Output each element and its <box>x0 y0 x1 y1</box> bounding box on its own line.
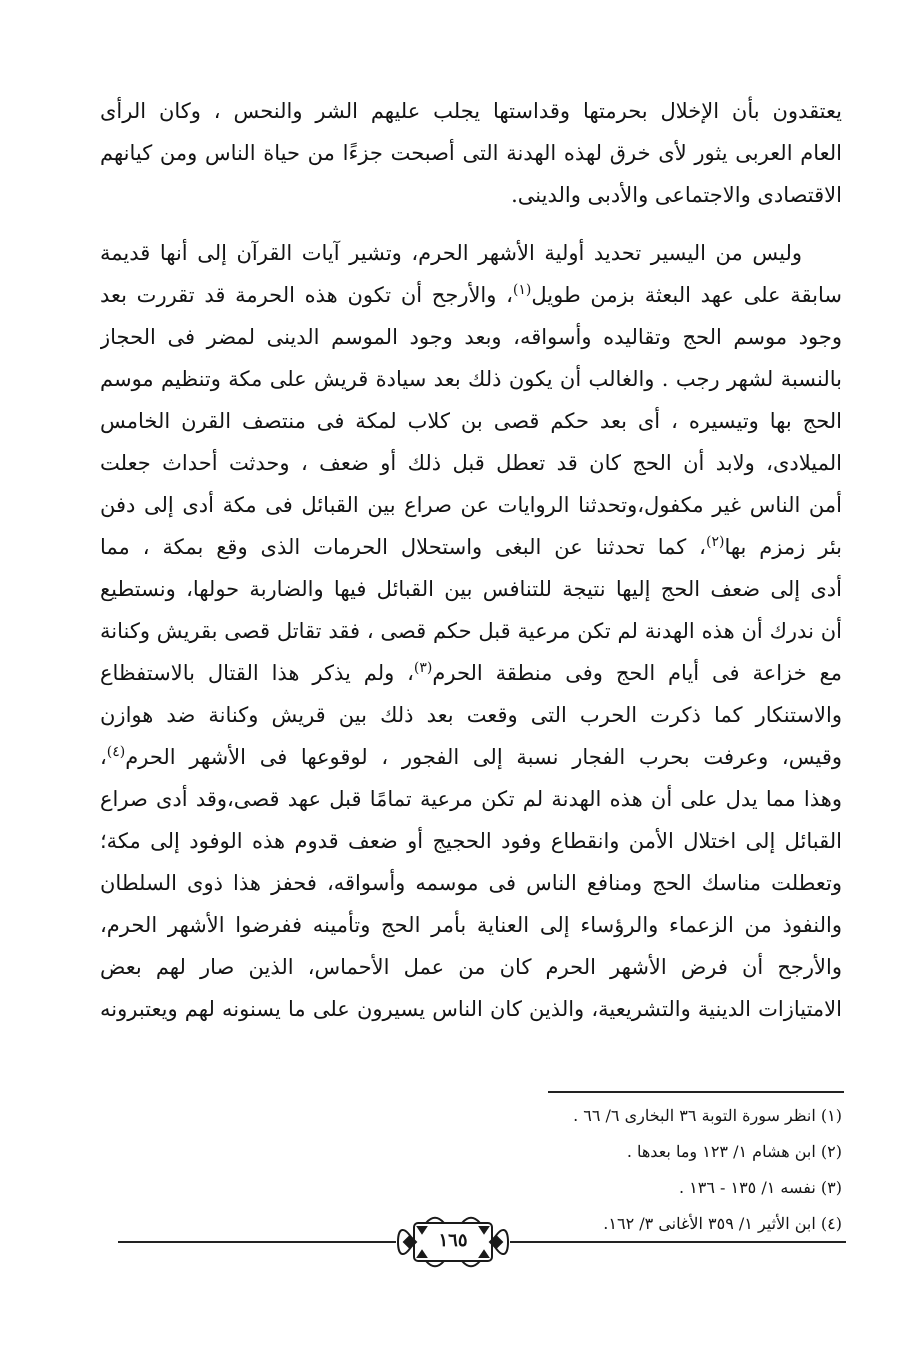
text-line: يعتقدون بأن الإخلال بحرمتها وقداستها يجلب عليهم الشر والنحس ، وكان الرأى <box>100 99 842 123</box>
text-line: القبائل إلى اختلال الأمن وانقطاع وفود الحجيج أو ضعف قدوم هذه الوفود إلى مكة؛ <box>100 829 842 853</box>
page-number: ١٦٥ <box>438 1230 468 1251</box>
footnote-divider <box>548 1091 844 1093</box>
text-line <box>100 526 842 568</box>
text-segment: ، والأرجح أن تكون هذه الحرمة قد تقررت بعد <box>100 283 513 307</box>
text-line: الامتيازات الدينية والتشريعية، والذين كان الناس يسيرون على ما يسنونه لهم ويعتبرونه <box>100 997 842 1021</box>
paragraph-1 <box>100 90 842 216</box>
footnote-1: (١) انظر سورة التوبة ٣٦ البخارى ٦/ ٦٦ . <box>573 1106 842 1125</box>
footnote-2: (٢) ابن هشام ١/ ١٢٣ وما بعدها . <box>626 1142 842 1161</box>
text-line: وهذا مما يدل على أن هذه الهدنة لم تكن مرعية تمامًا قبل عهد قصى،وقد أدى صراع <box>100 787 842 811</box>
text-line: الاقتصادى والاجتماعى والأدبى والدينى. <box>511 183 842 207</box>
text-segment: سابقة على عهد البعثة بزمن طويل <box>531 283 842 307</box>
text-line: العام العربى يثور لأى خرق لهذه الهدنة التى أصبحت جزءًا من حياة الناس ومن كيانهم <box>100 141 842 165</box>
paragraph-2 <box>100 232 842 1030</box>
text-line <box>100 652 842 694</box>
text-segment: بئر زمزم بها <box>724 535 842 559</box>
text-segment: ، ولم يذكر هذا القتال بالاستفظاع <box>100 661 414 685</box>
text-line: والأرجح أن فرض الأشهر الحرم كان من عمل الأحماس، الذين صار لهم بعض <box>100 955 842 979</box>
text-line: بالنسبة لشهر رجب . والغالب أن يكون ذلك بعد سيادة قريش على مكة وتنظيم موسم <box>100 367 842 391</box>
footnote-ref: (١) <box>512 282 532 298</box>
footnote-ref: (٢) <box>705 534 725 550</box>
footnote-3: (٣) نفسه ١/ ١٣٥ - ١٣٦ . <box>678 1178 842 1197</box>
text-line <box>100 274 842 316</box>
text-line: أن ندرك أن هذه الهدنة لم تكن مرعية قبل حكم قصى ، فقد تقاتل قصى بقريش وكنانة <box>100 619 842 643</box>
text-line <box>100 736 842 778</box>
text-line: والنفوذ من الزعماء والرؤساء إلى العناية بأمر الحج وتأمينه ففرضوا الأشهر الحرم، <box>100 913 842 937</box>
footnote-4: (٤) ابن الأثير ١/ ٣٥٩ الأغانى ٣/ ١٦٢. <box>603 1214 842 1233</box>
text-line: الميلادى، ولابد أن الحج كان قد تعطل قبل ذلك أو ضعف ، وحدثت أحداث جعلت <box>100 451 842 475</box>
footer-rule-left <box>118 1241 396 1243</box>
text-line: والاستنكار كما ذكرت الحرب التى وقعت بعد ذلك بين قريش وكنانة ضد هوازن <box>100 703 842 727</box>
text-segment: وقيس، وعرفت بحرب الفجار نسبة إلى الفجور ، لوقوعها فى الأشهر الحرم <box>125 745 842 769</box>
text-line: وتعطلت مناسك الحج ومنافع الناس فى موسمه وأسواقه، فحفز هذا ذوى السلطان <box>100 871 842 895</box>
text-line: أدى إلى ضعف الحج إليها نتيجة للتنافس بين القبائل فيها والضاربة حولها، ونستطيع <box>100 577 842 601</box>
text-segment: ، <box>100 745 107 769</box>
text-line: أمن الناس غير مكفول،وتحدثنا الروايات عن صراع بين القبائل فى مكة أدى إلى دفن <box>100 493 842 517</box>
text-line: وجود موسم الحج وتقاليده وأسواقه، وبعد وجود الموسم الدينى لمضر فى الحجاز <box>100 325 842 349</box>
footnote-ref: (٤) <box>106 744 126 760</box>
text-segment: مع خزاعة فى أيام الحج وفى منطقة الحرم <box>432 661 842 685</box>
text-line: وليس من اليسير تحديد أولية الأشهر الحرم، وتشير آيات القرآن إلى أنها قديمة <box>100 241 802 265</box>
text-line: الحج بها وتيسيره ، أى بعد حكم قصى بن كلاب لمكة فى منتصف القرن الخامس <box>100 409 842 433</box>
footnotes <box>300 1098 842 1242</box>
footer-rule-right <box>510 1241 846 1243</box>
text-segment: ، كما تحدثنا عن البغى واستحلال الحرمات الذى وقع بمكة ، مما <box>100 535 706 559</box>
footnote-ref: (٣) <box>413 660 433 676</box>
